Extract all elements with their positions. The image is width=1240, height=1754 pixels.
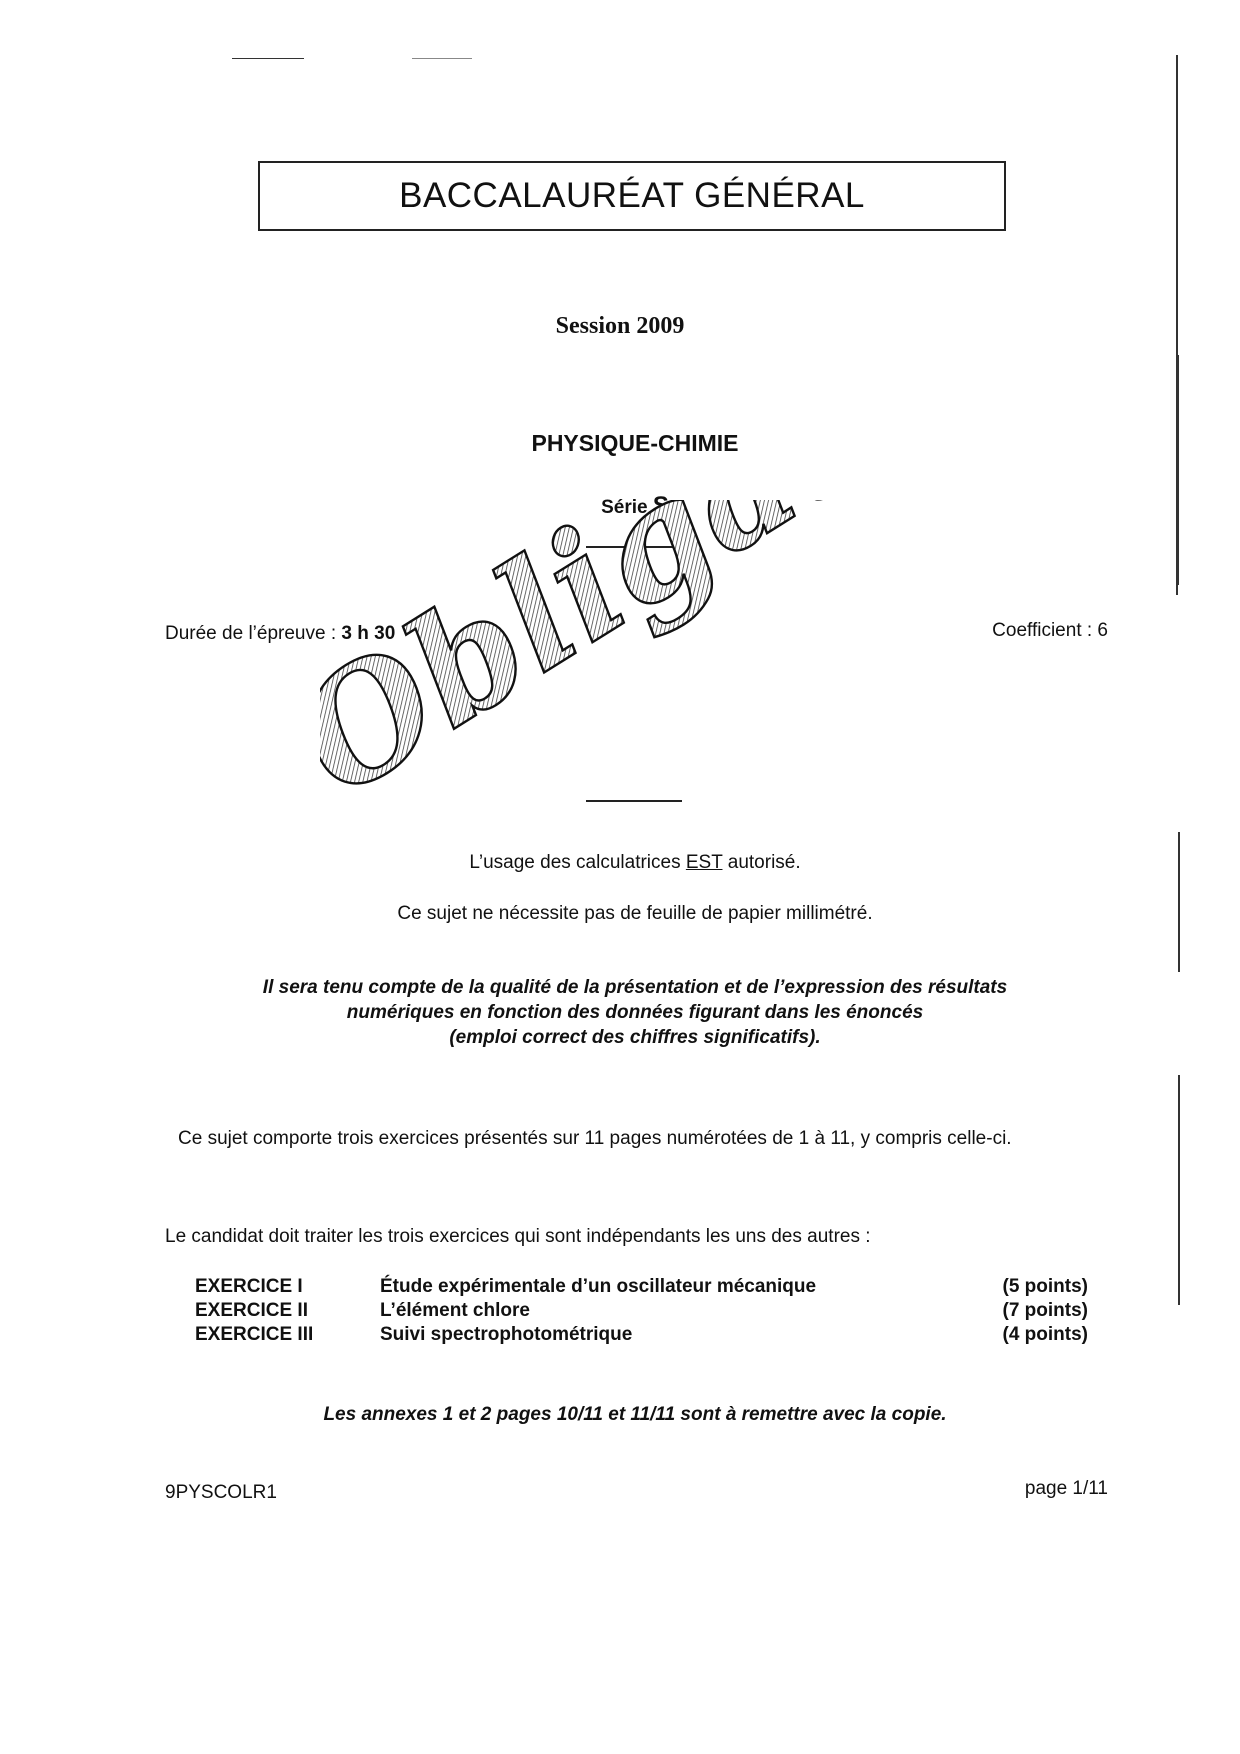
subject-title: PHYSIQUE-CHIMIE: [531, 430, 739, 456]
obligatoire-stamp: [320, 500, 920, 840]
exercise-points: (4 points): [1002, 1324, 1088, 1345]
paper-note: Ce sujet ne nécessite pas de feuille de papier millimétré.: [397, 903, 873, 924]
exam-title-box: [258, 161, 1006, 231]
quality-note: [0, 975, 1240, 1050]
scan-mark-top-left: [232, 58, 304, 59]
exam-coefficient: Coefficient : 6: [992, 620, 1108, 641]
page-number: page 1/11: [1024, 1478, 1108, 1499]
calc-emphasis: EST: [685, 852, 723, 873]
calc-after: autorisé.: [722, 852, 801, 873]
exercise-title: Étude expérimentale d’un oscillateur mécanique: [380, 1276, 817, 1297]
exam-title: BACCALAURÉAT GÉNÉRAL: [399, 176, 865, 215]
exercise-row: [0, 1324, 1240, 1349]
exercise-title: Suivi spectrophotométrique: [380, 1324, 633, 1345]
candidat-note: Le candidat doit traiter les trois exercices qui sont indépendants les uns des autres :: [165, 1226, 871, 1247]
exercise-number: EXERCICE I: [195, 1276, 303, 1297]
scan-mark-top-center: [412, 58, 472, 59]
stamp-text: Obligatoire: [320, 500, 920, 831]
subject-code: 9PYSCOLR1: [165, 1482, 277, 1503]
quality-line-3: (emploi correct des chiffres significatifs).: [449, 1027, 821, 1048]
pages-info: Ce sujet comporte trois exercices présentés sur 11 pages numérotées de 1 à 11, y compris celle-ci.: [178, 1128, 1012, 1149]
exercise-row: [0, 1300, 1240, 1325]
session-label: Session 2009: [555, 313, 685, 339]
exercise-number: EXERCICE III: [195, 1324, 314, 1345]
exercise-title: L’élément chlore: [380, 1300, 530, 1321]
quality-line-2: numériques en fonction des données figurant dans les énoncés: [346, 1002, 924, 1023]
exercise-number: EXERCICE II: [195, 1300, 308, 1321]
exercise-points: (7 points): [1002, 1300, 1088, 1321]
duration-label: Durée de l’épreuve :: [165, 623, 342, 644]
exercise-points: (5 points): [1002, 1276, 1088, 1297]
calculator-note: [0, 852, 1240, 874]
serie-label: Série: [601, 497, 648, 518]
stamp-graphic: [320, 500, 920, 840]
serie-value: S: [652, 492, 669, 519]
scan-edge-right-4: [1178, 1075, 1180, 1305]
quality-line-1: Il sera tenu compte de la qualité de la présentation et de l’expression des résultats: [262, 977, 1008, 998]
calc-before: L’usage des calculatrices: [469, 852, 686, 873]
duration-value: 3 h 30: [341, 623, 396, 644]
annexes-note: Les annexes 1 et 2 pages 10/11 et 11/11 sont à remettre avec la copie.: [323, 1404, 947, 1425]
scan-edge-right-2: [1176, 355, 1179, 585]
exercise-row: [0, 1276, 1240, 1301]
